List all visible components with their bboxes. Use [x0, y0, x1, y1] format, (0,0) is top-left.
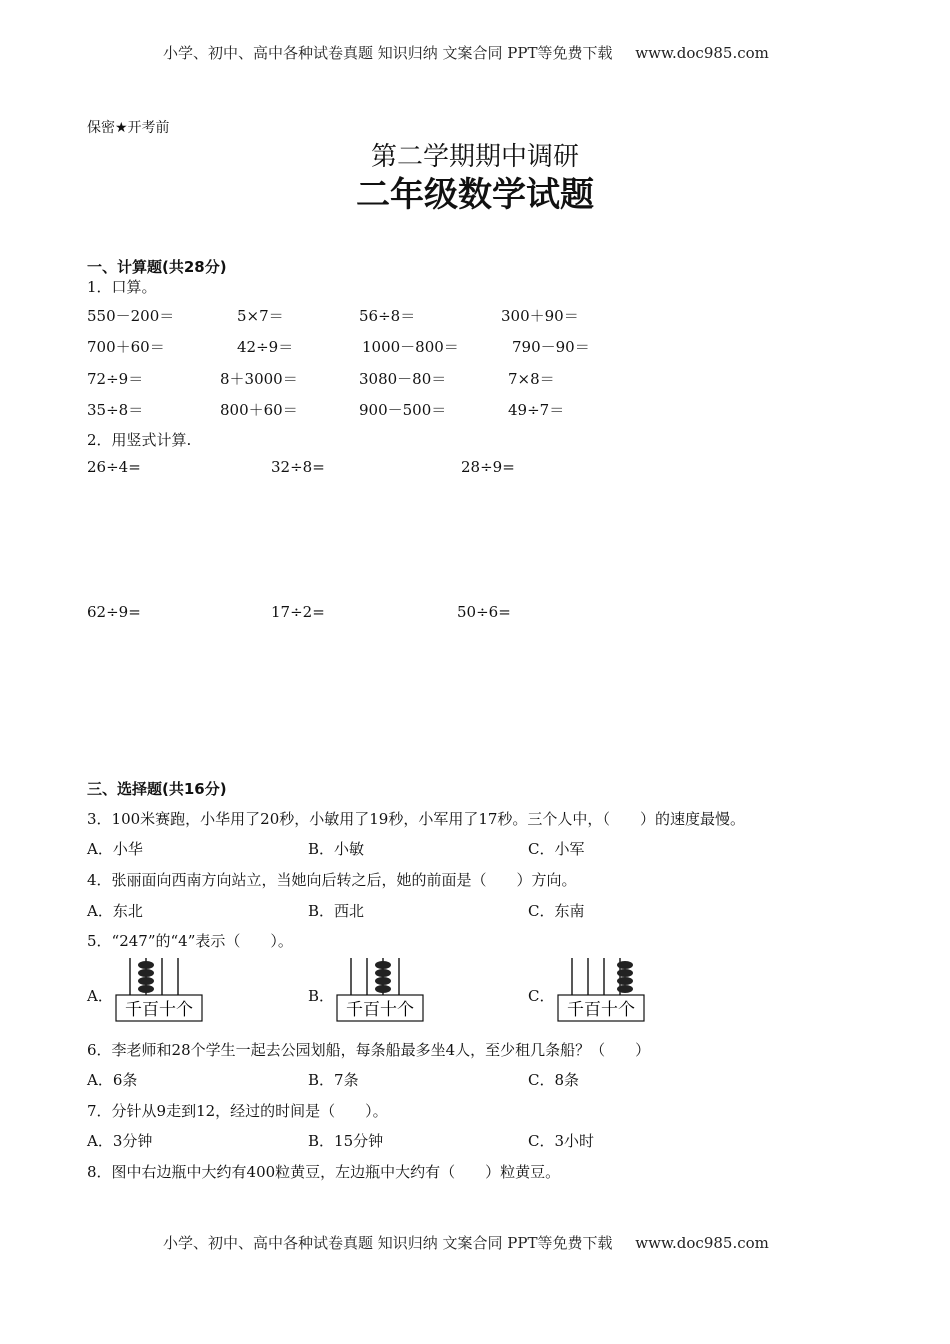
abacus-c-label: 千百十个 — [567, 1000, 635, 1020]
mental-item: 5×7＝ — [237, 307, 284, 325]
vertical-item: 50÷6= — [457, 603, 511, 621]
vertical-item: 28÷9= — [461, 458, 515, 476]
q5-option-b[interactable]: B． — [308, 987, 335, 1005]
question-8: 8．图中右边瓶中大约有400粒黄豆，左边瓶中大约有（ ）粒黄豆。 — [87, 1163, 561, 1181]
vertical-item: 62÷9= — [87, 603, 141, 621]
q7-option-a[interactable]: A．3分钟 — [87, 1132, 153, 1150]
q5-option-c[interactable]: C． — [528, 987, 555, 1005]
exam-title-line1: 第二学期期中调研 — [370, 142, 579, 172]
q7-option-c[interactable]: C．3小时 — [528, 1132, 595, 1150]
mental-item: 800＋60＝ — [220, 401, 298, 419]
question-7: 7．分针从9走到12，经过的时间是（ ）。 — [87, 1102, 388, 1120]
mental-item: 1000－800＝ — [362, 338, 459, 356]
mental-item: 3080－80＝ — [359, 370, 447, 388]
exam-title-line2: 二年级数学试题 — [356, 175, 594, 215]
mental-item: 49÷7＝ — [508, 401, 565, 419]
section3-heading: 三、选择题(共16分) — [87, 780, 227, 798]
abacus-b-label: 千百十个 — [346, 1000, 414, 1020]
mental-item: 700＋60＝ — [87, 338, 165, 356]
footer-site[interactable]: www.doc985.com — [635, 1234, 769, 1252]
mental-item: 7×8＝ — [508, 370, 555, 388]
vertical-item: 17÷2= — [271, 603, 325, 621]
question-4: 4．张丽面向西南方向站立，当她向后转之后，她的前面是（ ）方向。 — [87, 871, 577, 889]
q6-option-a[interactable]: A．6条 — [87, 1071, 138, 1089]
q4-option-c[interactable]: C．东南 — [528, 902, 585, 920]
q5-option-a[interactable]: A． — [87, 987, 113, 1005]
q4-option-a[interactable]: A．东北 — [87, 902, 143, 920]
header-text: 小学、初中、高中各种试卷真题 知识归纳 文案合同 PPT等免费下载 — [163, 44, 613, 62]
q7-option-b[interactable]: B．15分钟 — [308, 1132, 384, 1150]
page-footer — [163, 1232, 769, 1253]
vertical-item: 32÷8= — [271, 458, 325, 476]
mental-item: 72÷9＝ — [87, 370, 144, 388]
q6-option-b[interactable]: B．7条 — [308, 1071, 359, 1089]
mental-item: 35÷8＝ — [87, 401, 144, 419]
mental-item: 550－200＝ — [87, 307, 175, 325]
mental-item: 900－500＝ — [359, 401, 447, 419]
mental-item: 56÷8＝ — [359, 307, 416, 325]
abacus-c-figure — [556, 955, 648, 1025]
page-header — [163, 42, 769, 63]
mental-item: 300＋90＝ — [501, 307, 579, 325]
footer-text: 小学、初中、高中各种试卷真题 知识归纳 文案合同 PPT等免费下载 — [163, 1234, 613, 1252]
question-5: 5．“247”的“4”表示（ ）。 — [87, 932, 293, 950]
q3-option-b[interactable]: B．小敏 — [308, 840, 365, 858]
mental-item: 790－90＝ — [512, 338, 590, 356]
q3-option-c[interactable]: C．小军 — [528, 840, 585, 858]
vertical-item: 26÷4= — [87, 458, 141, 476]
q3-option-a[interactable]: A．小华 — [87, 840, 143, 858]
abacus-a-label: 千百十个 — [125, 1000, 193, 1020]
q2-label: 2．用竖式计算. — [87, 431, 192, 449]
abacus-b-figure — [335, 955, 427, 1025]
question-6: 6．李老师和28个学生一起去公园划船，每条船最多坐4人，至少租几条船？（ ） — [87, 1041, 651, 1059]
secret-mark: 保密★开考前 — [87, 120, 170, 136]
mental-item: 8＋3000＝ — [220, 370, 298, 388]
mental-item: 42÷9＝ — [237, 338, 294, 356]
section1-heading: 一、计算题(共28分) — [87, 258, 227, 276]
header-site[interactable]: www.doc985.com — [635, 44, 769, 62]
q1-label: 1．口算。 — [87, 278, 157, 296]
question-3: 3．100米赛跑，小华用了20秒，小敏用了19秒，小军用了17秒。三个人中，（ ）的速度最慢。 — [87, 810, 745, 828]
q4-option-b[interactable]: B．西北 — [308, 902, 365, 920]
abacus-a-figure — [114, 955, 206, 1025]
q6-option-c[interactable]: C．8条 — [528, 1071, 580, 1089]
